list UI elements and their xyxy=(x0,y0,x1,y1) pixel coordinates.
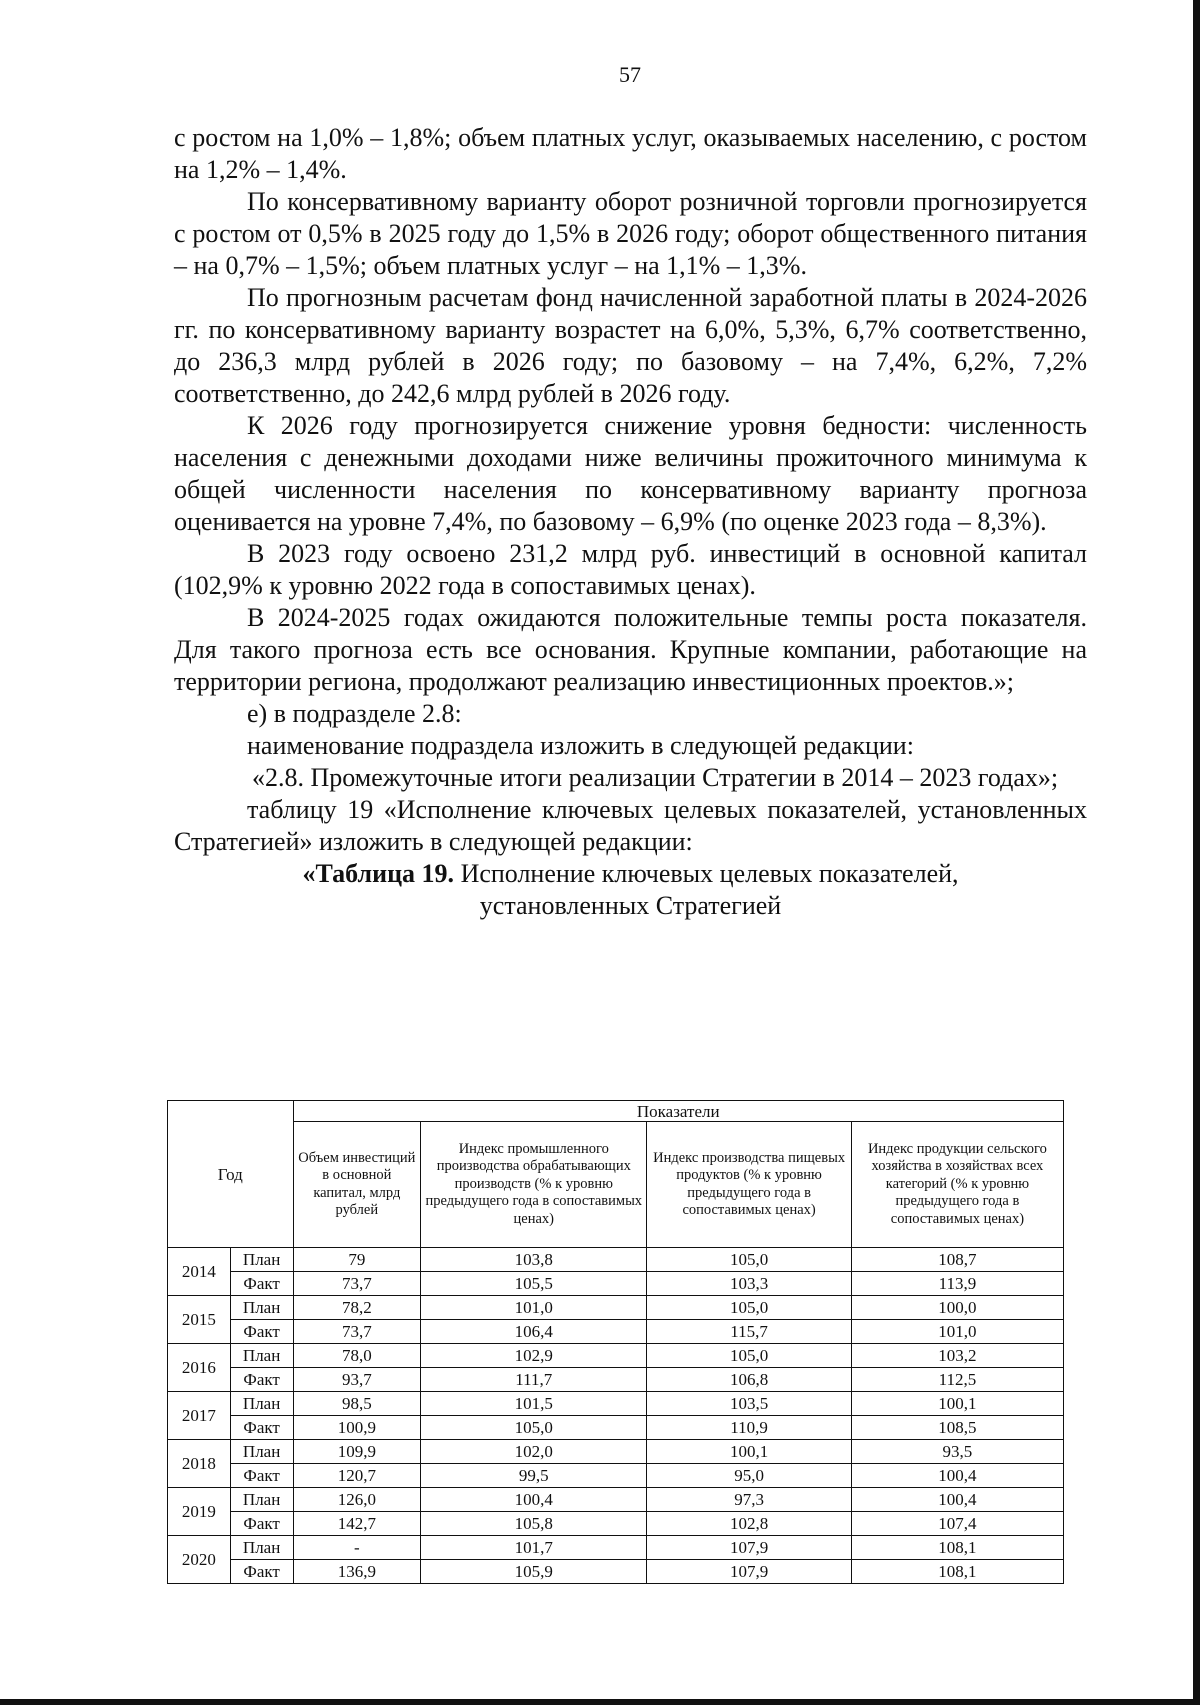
value-cell: 78,2 xyxy=(293,1296,421,1320)
table-row xyxy=(168,1368,1064,1392)
table-row xyxy=(168,1440,1064,1464)
value-cell: 101,0 xyxy=(851,1320,1063,1344)
row-type-cell: Факт xyxy=(230,1464,293,1488)
value-cell: 106,8 xyxy=(647,1368,852,1392)
value-cell: 103,5 xyxy=(647,1392,852,1416)
value-cell: 101,0 xyxy=(421,1296,647,1320)
value-cell: 98,5 xyxy=(293,1392,421,1416)
table-row xyxy=(168,1248,1064,1272)
year-cell: 2014 xyxy=(168,1248,231,1296)
row-type-cell: Факт xyxy=(230,1560,293,1584)
table-row xyxy=(168,1536,1064,1560)
value-cell: 105,0 xyxy=(647,1296,852,1320)
row-type-cell: План xyxy=(230,1392,293,1416)
value-cell: 120,7 xyxy=(293,1464,421,1488)
indicators-table xyxy=(167,1100,1064,1584)
value-cell: 95,0 xyxy=(647,1464,852,1488)
row-type-cell: Факт xyxy=(230,1272,293,1296)
value-cell: - xyxy=(293,1536,421,1560)
table-title xyxy=(174,858,1087,922)
value-cell: 100,9 xyxy=(293,1416,421,1440)
value-cell: 100,4 xyxy=(851,1464,1063,1488)
value-cell: 136,9 xyxy=(293,1560,421,1584)
table-row xyxy=(168,1560,1064,1584)
table-row xyxy=(168,1320,1064,1344)
value-cell: 113,9 xyxy=(851,1272,1063,1296)
paragraph: К 2026 году прогнозируется снижение уровня бедности: численность населения с денежными доходами ниже величины прожиточного минимума к общей численности населения по консервативному варианту прогноза оценивается на уровне 7,4%, по базовому – 6,9% (по оценке 2023 года – 8,3%). xyxy=(174,411,1087,536)
value-cell: 93,7 xyxy=(293,1368,421,1392)
table-title-line2: установленных Стратегией xyxy=(479,891,782,920)
paragraph: «2.8. Промежуточные итоги реализации Стратегии в 2014 – 2023 годах»; xyxy=(252,763,1059,792)
row-type-cell: План xyxy=(230,1344,293,1368)
year-header: Год xyxy=(168,1101,294,1248)
row-type-cell: План xyxy=(230,1440,293,1464)
paragraph: В 2023 году освоено 231,2 млрд руб. инвестиций в основной капитал (102,9% к уровню 2022 года в сопоставимых ценах). xyxy=(174,539,1087,600)
value-cell: 110,9 xyxy=(647,1416,852,1440)
paragraph: В 2024-2025 годах ожидаются положительные темпы роста показателя. Для такого прогноза есть все основания. Крупные компании, работающие на территории региона, продолжают реализацию инвестиционных проектов.»; xyxy=(174,603,1087,696)
value-cell: 73,7 xyxy=(293,1272,421,1296)
value-cell: 100,1 xyxy=(647,1440,852,1464)
value-cell: 107,4 xyxy=(851,1512,1063,1536)
value-cell: 103,2 xyxy=(851,1344,1063,1368)
value-cell: 108,1 xyxy=(851,1536,1063,1560)
value-cell: 105,0 xyxy=(647,1248,852,1272)
value-cell: 93,5 xyxy=(851,1440,1063,1464)
value-cell: 103,8 xyxy=(421,1248,647,1272)
value-cell: 102,9 xyxy=(421,1344,647,1368)
table-row xyxy=(168,1272,1064,1296)
column-header-industrial-index: Индекс промышленного производства обрабатывающих производств (% к уровню предыдущего года в сопоставимых ценах) xyxy=(421,1122,647,1248)
row-type-cell: План xyxy=(230,1488,293,1512)
value-cell: 79 xyxy=(293,1248,421,1272)
year-cell: 2017 xyxy=(168,1392,231,1440)
year-cell: 2015 xyxy=(168,1296,231,1344)
value-cell: 142,7 xyxy=(293,1512,421,1536)
row-type-cell: Факт xyxy=(230,1512,293,1536)
paragraph: таблицу 19 «Исполнение ключевых целевых показателей, установленных Стратегией» изложить в следующей редакции: xyxy=(174,795,1087,856)
row-type-cell: Факт xyxy=(230,1320,293,1344)
value-cell: 107,9 xyxy=(647,1560,852,1584)
value-cell: 108,5 xyxy=(851,1416,1063,1440)
table-row xyxy=(168,1512,1064,1536)
table-row xyxy=(168,1344,1064,1368)
value-cell: 103,3 xyxy=(647,1272,852,1296)
value-cell: 105,9 xyxy=(421,1560,647,1584)
row-type-cell: План xyxy=(230,1536,293,1560)
value-cell: 106,4 xyxy=(421,1320,647,1344)
body-text xyxy=(174,122,1087,922)
scan-edge-right xyxy=(1193,0,1200,1705)
table-title-text: Исполнение ключевых целевых показателей, xyxy=(454,859,959,888)
value-cell: 111,7 xyxy=(421,1368,647,1392)
table-row xyxy=(168,1464,1064,1488)
value-cell: 105,5 xyxy=(421,1272,647,1296)
table-row xyxy=(168,1416,1064,1440)
paragraph: По прогнозным расчетам фонд начисленной заработной платы в 2024-2026 гг. по консервативному варианту возрастет на 6,0%, 5,3%, 6,7% соответственно, до 236,3 млрд рублей в 2026 году; по базовому – на 7,4%, 6,2%, 7,2% соответственно, до 242,6 млрд рублей в 2026 году. xyxy=(174,283,1087,408)
value-cell: 101,7 xyxy=(421,1536,647,1560)
value-cell: 100,4 xyxy=(851,1488,1063,1512)
value-cell: 105,8 xyxy=(421,1512,647,1536)
year-cell: 2019 xyxy=(168,1488,231,1536)
value-cell: 115,7 xyxy=(647,1320,852,1344)
value-cell: 105,0 xyxy=(421,1416,647,1440)
value-cell: 108,1 xyxy=(851,1560,1063,1584)
row-type-cell: План xyxy=(230,1248,293,1272)
row-type-cell: План xyxy=(230,1296,293,1320)
table-title-label: «Таблица 19. xyxy=(302,859,455,888)
value-cell: 97,3 xyxy=(647,1488,852,1512)
value-cell: 73,7 xyxy=(293,1320,421,1344)
year-cell: 2018 xyxy=(168,1440,231,1488)
column-header-investment: Объем инвестиций в основной капитал, млрд рублей xyxy=(293,1122,421,1248)
value-cell: 107,9 xyxy=(647,1536,852,1560)
value-cell: 100,0 xyxy=(851,1296,1063,1320)
column-header-food-index: Индекс производства пищевых продуктов (% к уровню предыдущего года в сопоставимых ценах) xyxy=(647,1122,852,1248)
indicators-group-header: Показатели xyxy=(293,1101,1064,1122)
value-cell: 126,0 xyxy=(293,1488,421,1512)
row-type-cell: Факт xyxy=(230,1368,293,1392)
value-cell: 99,5 xyxy=(421,1464,647,1488)
column-header-agriculture-index: Индекс продукции сельского хозяйства в хозяйствах всех категорий (% к уровню предыдущего года в сопоставимых ценах) xyxy=(851,1122,1063,1248)
scan-edge-bottom xyxy=(0,1699,1200,1705)
value-cell: 78,0 xyxy=(293,1344,421,1368)
year-cell: 2016 xyxy=(168,1344,231,1392)
table-body xyxy=(168,1248,1064,1584)
value-cell: 102,0 xyxy=(421,1440,647,1464)
value-cell: 109,9 xyxy=(293,1440,421,1464)
table-row xyxy=(168,1488,1064,1512)
value-cell: 102,8 xyxy=(647,1512,852,1536)
paragraph: По консервативному варианту оборот розничной торговли прогнозируется с ростом от 0,5% в 2025 году до 1,5% в 2026 году; оборот общественного питания – на 0,7% – 1,5%; объем платных услуг – на 1,1% – 1,3%. xyxy=(174,187,1087,280)
value-cell: 101,5 xyxy=(421,1392,647,1416)
row-type-cell: Факт xyxy=(230,1416,293,1440)
value-cell: 112,5 xyxy=(851,1368,1063,1392)
table-row xyxy=(168,1296,1064,1320)
paragraph-list xyxy=(174,122,1087,858)
page-number: 57 xyxy=(619,62,641,87)
paragraph: е) в подразделе 2.8: xyxy=(247,699,462,728)
table-row xyxy=(168,1392,1064,1416)
value-cell: 100,1 xyxy=(851,1392,1063,1416)
paragraph: с ростом на 1,0% – 1,8%; объем платных услуг, оказываемых населению, с ростом на 1,2% – 1,4%. xyxy=(174,123,1087,184)
value-cell: 100,4 xyxy=(421,1488,647,1512)
value-cell: 108,7 xyxy=(851,1248,1063,1272)
value-cell: 105,0 xyxy=(647,1344,852,1368)
paragraph: наименование подраздела изложить в следующей редакции: xyxy=(247,731,914,760)
year-cell: 2020 xyxy=(168,1536,231,1584)
